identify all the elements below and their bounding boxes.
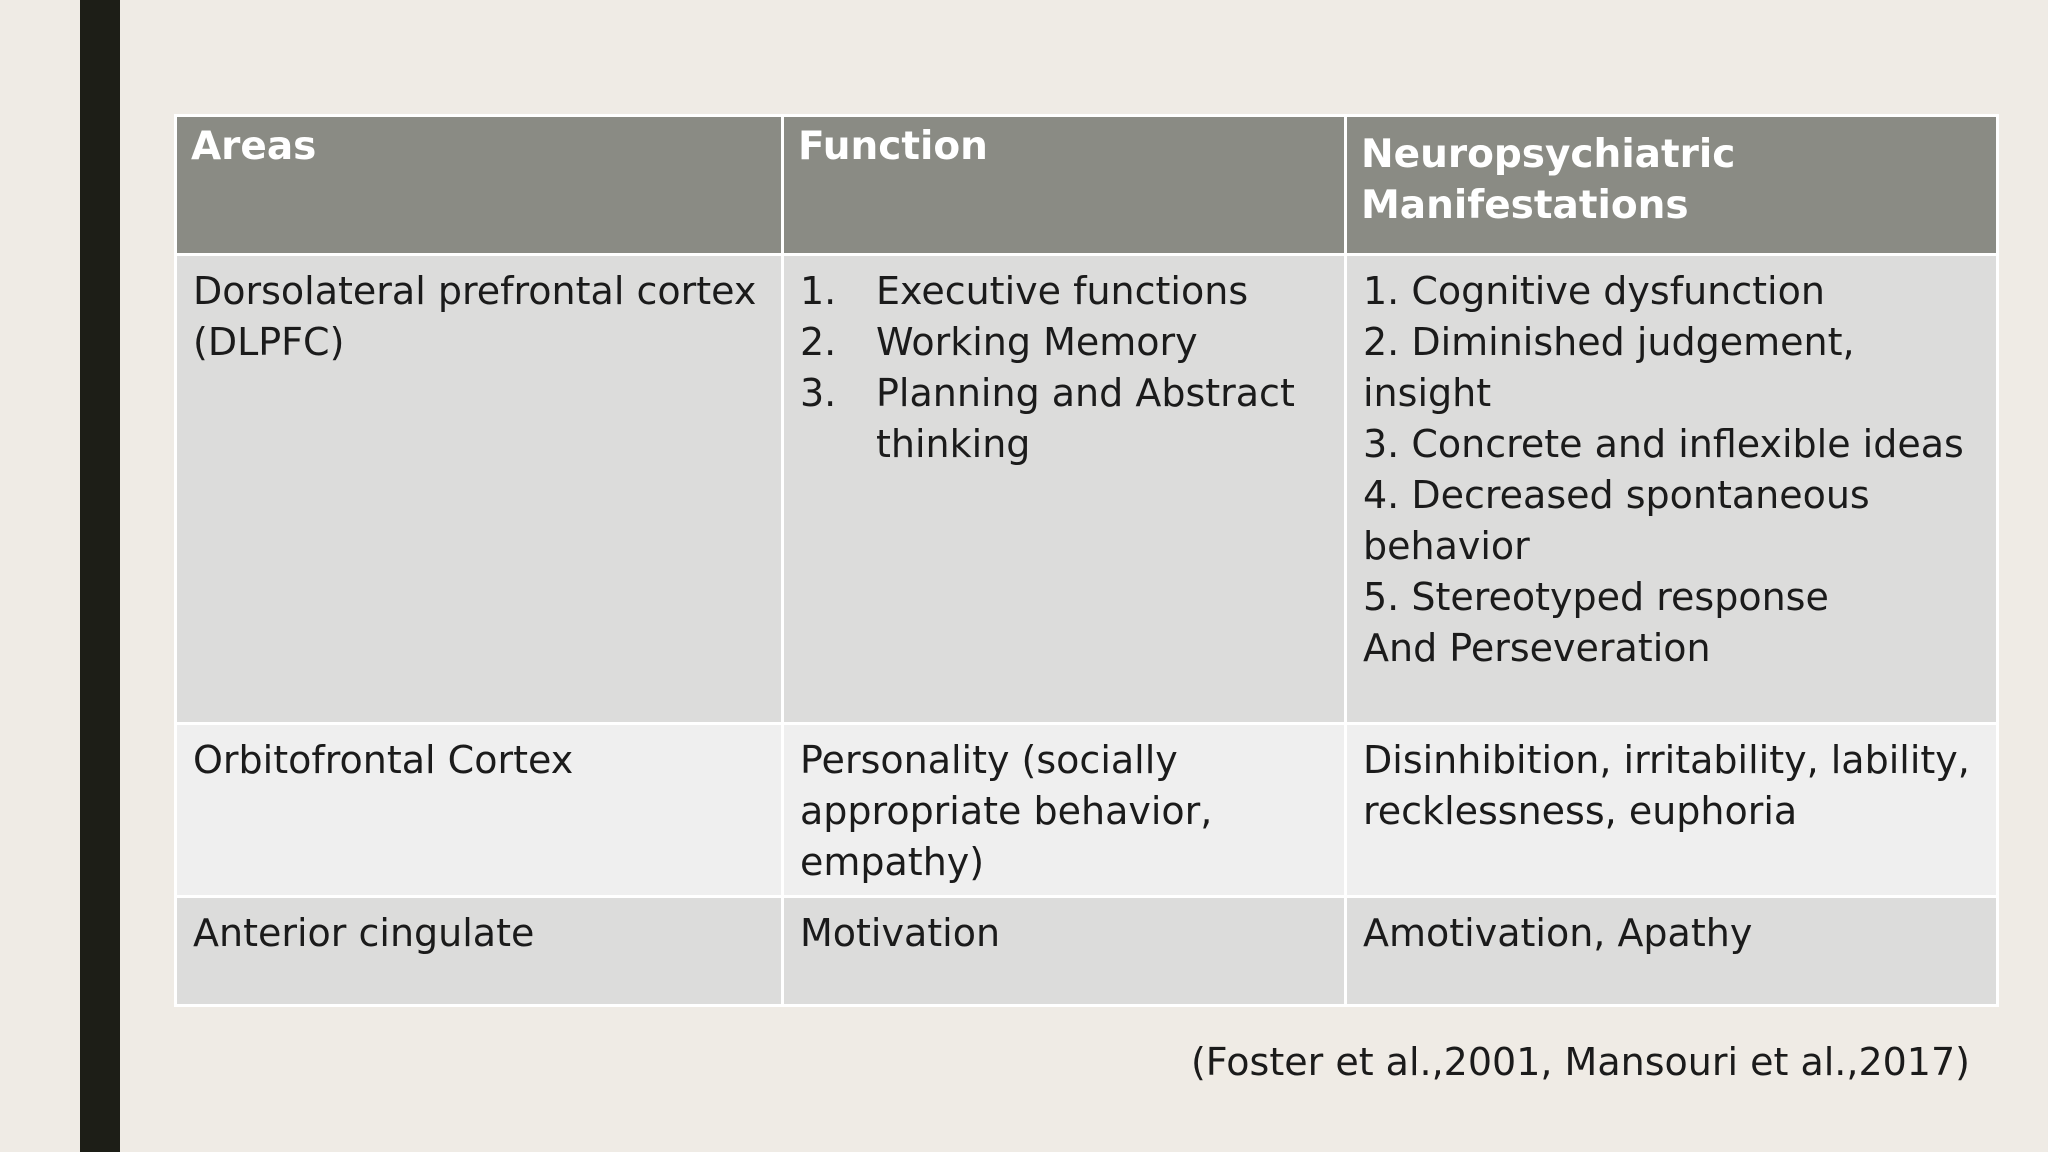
function-list	[800, 266, 1328, 470]
list-item: 3. Concrete and inflexible ideas	[1363, 422, 1964, 466]
function-cell	[783, 255, 1346, 724]
header-function: Function	[783, 116, 1346, 255]
list-number: 2.	[800, 320, 837, 364]
list-item: And Perseveration	[1363, 626, 1711, 670]
table-row	[176, 255, 1998, 724]
function-cell: Personality (socially appropriate behavior, empathy)	[783, 724, 1346, 897]
header-areas: Areas	[176, 116, 783, 255]
list-text: Working Memory	[876, 320, 1198, 364]
list-text: Executive functions	[876, 269, 1249, 313]
list-text: Planning and Abstract thinking	[876, 371, 1295, 466]
side-accent-bar	[80, 0, 120, 1152]
table-row	[176, 897, 1998, 1006]
area-cell: Anterior cingulate	[176, 897, 783, 1006]
manifestation-cell: Disinhibition, irritability, lability, recklessness, euphoria	[1346, 724, 1998, 897]
list-item	[800, 317, 1328, 368]
table-row	[176, 724, 1998, 897]
header-manifestations: Neuropsychiatric Manifestations	[1346, 116, 1998, 255]
list-item: 2. Diminished judgement, insight	[1363, 320, 1855, 415]
manifestation-list	[1363, 266, 1980, 674]
manifestation-cell: Amotivation, Apathy	[1346, 897, 1998, 1006]
list-item: 5. Stereotyped response	[1363, 575, 1829, 619]
list-number: 1.	[800, 269, 837, 313]
area-cell: Orbitofrontal Cortex	[176, 724, 783, 897]
list-item: 1. Cognitive dysfunction	[1363, 269, 1825, 313]
citation: (Foster et al.,2001, Mansouri et al.,2017)	[1190, 1040, 1970, 1084]
function-cell: Motivation	[783, 897, 1346, 1006]
list-item	[800, 368, 1328, 470]
table-header-row	[176, 116, 1998, 255]
list-item	[800, 266, 1328, 317]
brain-areas-table	[174, 114, 1999, 1007]
area-cell: Dorsolateral prefrontal cortex (DLPFC)	[176, 255, 783, 724]
manifestation-cell	[1346, 255, 1998, 724]
list-number: 3.	[800, 371, 837, 415]
list-item: 4. Decreased spontaneous behavior	[1363, 473, 1870, 568]
